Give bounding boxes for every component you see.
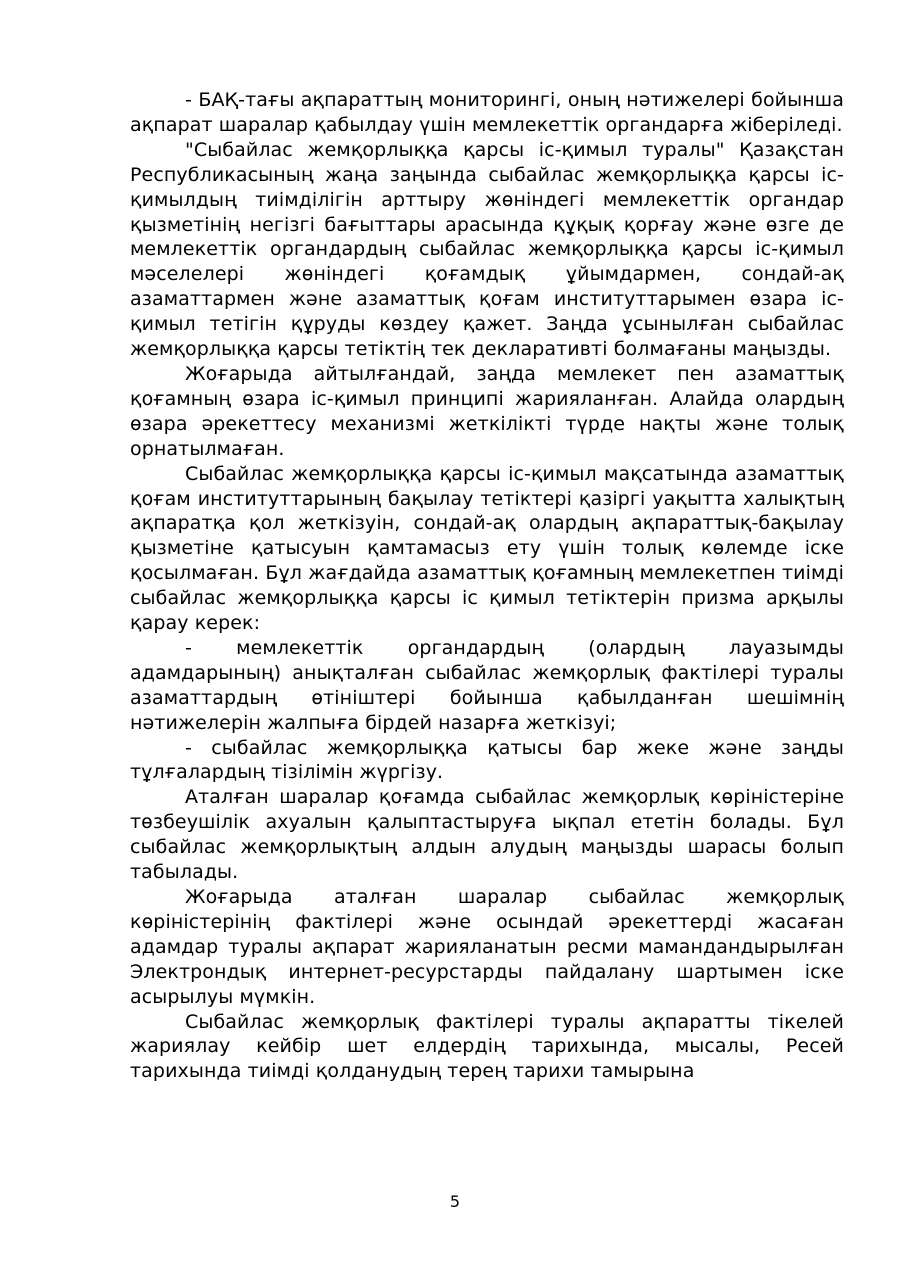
paragraph-measures: Аталған шаралар қоғамда сыбайлас жемқорлық көріністеріне төзбеушілік ахуалын қалыптастыруға ықпал ететін болады. Бұл сыбайлас жемқорлықтың алдын алудың маңызды шарасы болып табылады.: [130, 786, 844, 884]
paragraph-control-mechanisms: Сыбайлас жемқорлыққа қарсы іс-қимыл мақсатында азаматтық қоғам институттарының бақылау тетіктері қазіргі уақытта халықтың ақпаратқа қол жеткізуін, сондай-ақ олардың ақпараттық-бақылау қызметіне қатысуын қамтамасыз ету үшін толық көлемде іске қосылмаған. Бұл жағдайда азаматтық қоғамның мемлекетпен тиімді сыбайлас жемқорлыққа қарсы іс қимыл тетіктерін призма арқылы қарау керек:: [130, 462, 844, 635]
paragraph-publication-history: Сыбайлас жемқорлық фактілері туралы ақпаратты тікелей жариялау кейбір шет елдердің тарихында, мысалы, Ресей тарихында тиімді қолданудың терең тарихи тамырына: [130, 1010, 844, 1083]
paragraph-internet-resources: Жоғарыда аталған шаралар сыбайлас жемқорлық көріністерінің фактілері және осындай әрекеттерді жасаған адамдар туралы ақпарат жарияланатын ресми мамандандырылған Электрондық интернет-ресурстарды пайдалану шартымен іске асырылуы мүмкін.: [130, 886, 844, 1008]
paragraph-list-item-registry: - сыбайлас жемқорлыққа қатысы бар жеке және заңды тұлғалардың тізілімін жүргізу.: [130, 736, 844, 784]
paragraph-new-law: "Сыбайлас жемқорлыққа қарсы іс-қимыл туралы" Қазақстан Республикасының жаңа заңында сыбайлас жемқорлыққа қарсы іс-қимылдың тиімділігін арттыру жөніндегі мемлекеттік органдар қызметінің негізгі бағыттары арасында құқық қорғау және өзге де мемлекеттік органдардың сыбайлас жемқорлыққа қарсы іс-қимыл мәселелері жөніндегі қоғамдық ұйымдармен, сондай-ақ азаматтармен және азаматтық қоғам институттарымен өзара іс-қимыл тетігін құруды көздеу қажет. Заңда ұсынылған сыбайлас жемқорлыққа қарсы тетіктің тек декларативті болмағаны маңызды.: [130, 138, 844, 361]
page-number: 5: [449, 1192, 461, 1211]
paragraph-list-item-decisions: - мемлекеттік органдардың (олардың лауазымды адамдарының) анықталған сыбайлас жемқорлық фактілері туралы азаматтардың өтініштері бойынша қабылданған шешімнің нәтижелерін жалпыға бірдей назарға жеткізуі;: [130, 636, 844, 734]
paragraph-media-monitoring: - БАҚ-тағы ақпараттың мониторингі, оның нәтижелері бойынша ақпарат шаралар қабылдау үшін мемлекеттік органдарға жіберіледі.: [130, 89, 844, 136]
document-page: [130, 88, 844, 1084]
paragraph-interaction-principle: Жоғарыда айтылғандай, заңда мемлекет пен азаматтық қоғамның өзара іс-қимыл принципі жарияланған. Алайда олардың өзара әрекеттесу механизмі жеткілікті түрде нақты және толық орнатылмаған.: [130, 362, 844, 460]
